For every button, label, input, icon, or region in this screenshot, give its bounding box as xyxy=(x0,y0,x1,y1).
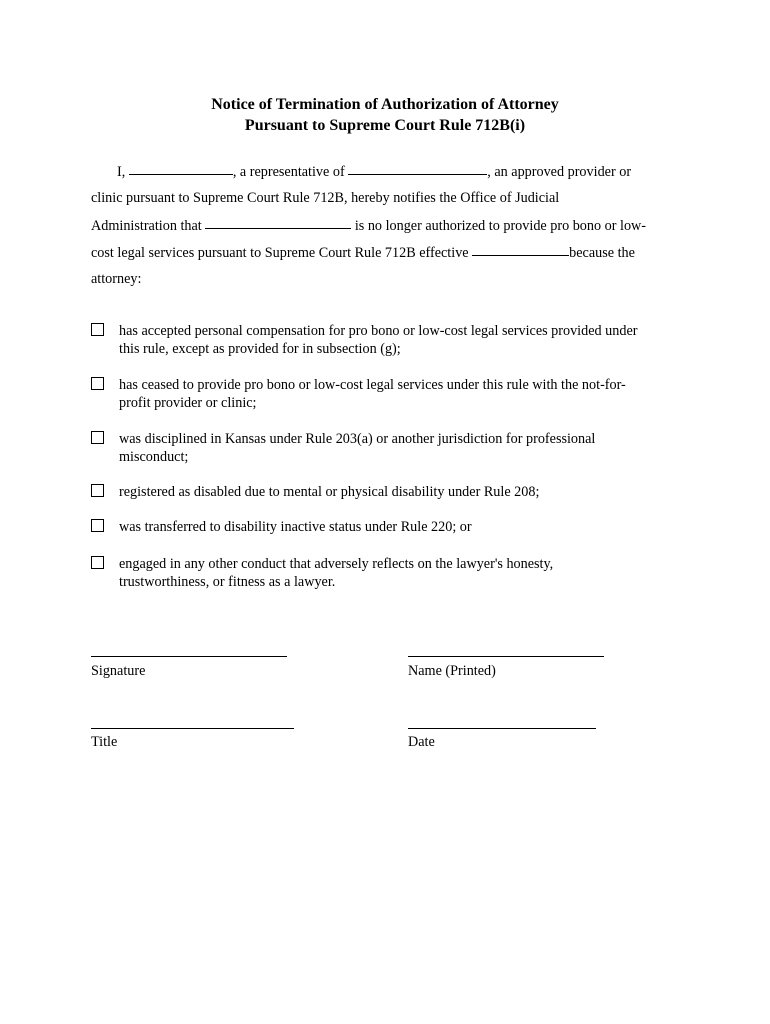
paragraph-line-4 xyxy=(91,243,635,262)
checkbox[interactable] xyxy=(91,377,104,390)
text-fragment: is no longer authorized to provide pro bono or low- xyxy=(351,218,647,234)
signature-line[interactable] xyxy=(91,656,287,657)
checkbox[interactable] xyxy=(91,431,104,444)
text-fragment: cost legal services pursuant to Supreme Court Rule 712B effective xyxy=(91,245,473,261)
attorney-name-blank[interactable] xyxy=(205,215,351,229)
title-label: Title xyxy=(91,734,118,750)
date-label: Date xyxy=(408,734,435,750)
checkbox[interactable] xyxy=(91,556,104,569)
printed-name-label: Name (Printed) xyxy=(408,663,496,679)
printed-name-line[interactable] xyxy=(408,656,604,657)
representative-name-blank[interactable] xyxy=(129,161,233,175)
checklist-item-text: was transferred to disability inactive status under Rule 220; or xyxy=(119,519,472,535)
text-fragment: , a representative of xyxy=(232,164,349,180)
checkbox[interactable] xyxy=(91,519,104,532)
checklist-item-text: was disciplined in Kansas under Rule 203(a) or another jurisdiction for professional misconduct; xyxy=(119,431,596,465)
checklist-item-text: has accepted personal compensation for pro bono or low-cost legal services provided under this rule, except as provided for in subsection (g); xyxy=(119,323,638,357)
text-fragment: I, xyxy=(117,164,129,180)
effective-date-blank[interactable] xyxy=(472,242,569,256)
checklist-item-text: engaged in any other conduct that adversely reflects on the lawyer's honesty, trustworthiness, or fitness as a lawyer. xyxy=(119,556,554,590)
text-fragment: Administration that xyxy=(91,218,206,234)
paragraph-line-1 xyxy=(117,162,631,181)
checklist-item-text: has ceased to provide pro bono or low-cost legal services under this rule with the not-for- profit provider or clinic; xyxy=(119,377,626,411)
paragraph-line-5: attorney: xyxy=(91,271,142,287)
date-line[interactable] xyxy=(408,728,596,729)
paragraph-line-2: clinic pursuant to Supreme Court Rule 712B, hereby notifies the Office of Judicial xyxy=(91,190,560,206)
paragraph-line-3 xyxy=(91,216,646,235)
signature-label: Signature xyxy=(91,663,146,679)
text-fragment: , an approved provider or xyxy=(487,164,632,180)
title-line[interactable] xyxy=(91,728,294,729)
text-fragment: because the xyxy=(569,245,635,261)
checkbox[interactable] xyxy=(91,484,104,497)
form-title-line2: Pursuant to Supreme Court Rule 712B(i) xyxy=(244,117,526,134)
form-title-line1: Notice of Termination of Authorization of Attorney xyxy=(211,96,559,113)
checklist-item-text: registered as disabled due to mental or physical disability under Rule 208; xyxy=(119,484,540,500)
provider-name-blank[interactable] xyxy=(348,161,487,175)
checkbox[interactable] xyxy=(91,323,104,336)
